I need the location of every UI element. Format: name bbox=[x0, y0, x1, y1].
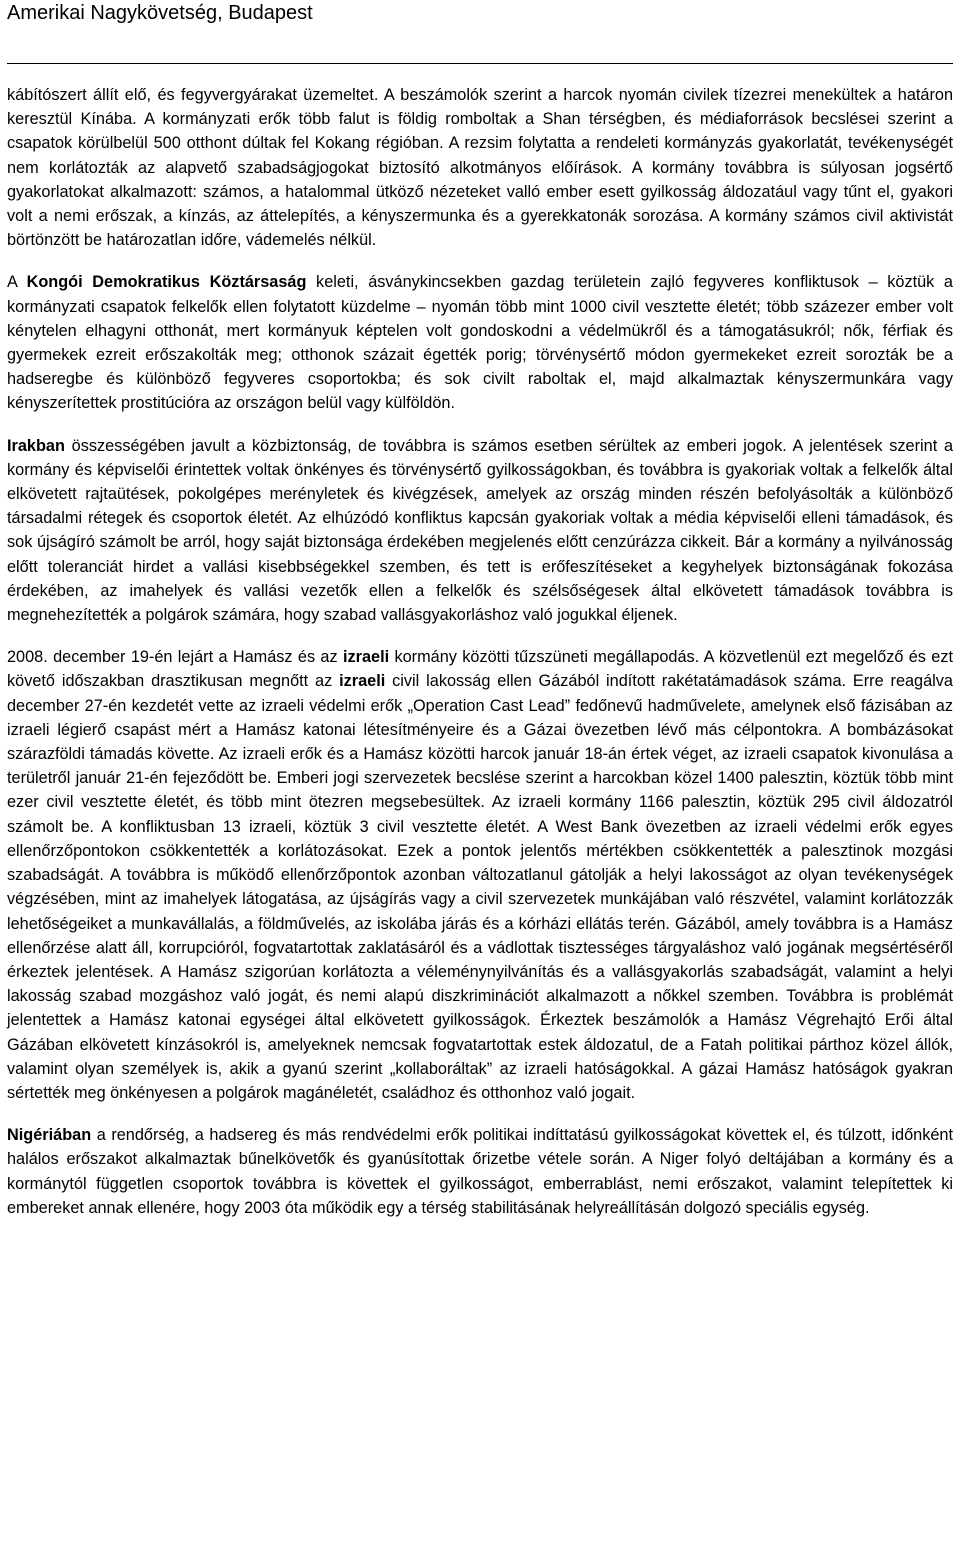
paragraph-congo bbox=[7, 270, 953, 415]
text-run: kábítószert állít elő, és fegyvergyárakat üzemeltet. A beszámolók szerint a harcok nyomán civilek tízezrei menekültek a határon keresztül Kínába. A kormányzati erők több falut is földig romboltak a Shan térségben, és médiaforrások becslései szerint a csapatok körülbelül 500 otthont dúltak fel Kokang régióban. A rezsim folytatta a rendeleti kormányzás gyakorlatát, tevékenységét nem korlátozták az alapvető szabadságjogokat biztosító alkotmányos előírások. A kormány továbbra is súlyosan jogsértő gyakorlatokat alkalmazott: számos, a hatalommal ütköző nézeteket valló ember esett gyilkosság áldozatául vagy tűnt el, gyakori volt a nemi erőszak, a kínzás, az áttelepítés, a kényszermunka és a gyerekkatonák sorozása. A kormány számos civil aktivistát börtönzött be határozatlan időre, vádemelés nélkül. bbox=[7, 86, 953, 250]
text-run: A bbox=[7, 273, 27, 292]
page-header-title: Amerikai Nagykövetség, Budapest bbox=[7, 2, 313, 24]
bold-country-name: Nigériában bbox=[7, 1126, 92, 1145]
page-header bbox=[7, 0, 960, 38]
paragraph-iraq bbox=[7, 434, 953, 628]
text-run: kormány közötti tűzszüneti megállapodás. A közvetlenül ezt megelőző és ezt követő időszakban drasztikusan megnőtt az bbox=[7, 648, 953, 691]
text-run: a rendőrség, a hadsereg és más rendvédelmi erők politikai indíttatású gyilkosságokat követtek el, és túlzott, időnként halálos erőszakot alkalmaztak bűnelkövetők és gyanúsítottak őrizetbe vétele során. A Niger folyó deltájában a kormány és a kormánytól független csoportok továbbra is követtek el gyilkosságot, emberrablást, nemi erőszakot, valamint telepítettek ki embereket annak ellenére, hogy 2003 óta működik egy a térség stabilitásának helyreállításán dolgozó speciális egység. bbox=[7, 1126, 953, 1217]
bold-country-name: Kongói Demokratikus Köztársaság bbox=[26, 273, 307, 292]
bold-country-name: izraeli bbox=[339, 672, 386, 691]
bold-country-name: Irakban bbox=[7, 436, 65, 455]
text-run: összességében javult a közbiztonság, de továbbra is számos esetben sérültek az emberi jogok. A jelentések szerint a kormány és képviselői érintettek voltak önkényes és törvénysértő gyilkosságokban, és továbbra is gyakoriak voltak a felkelők által elkövetett rajtaütések, pokolgépes merényletek és kivégzések, amelyek az ország minden részén befolyásolták a különböző társadalmi rétegek és csoportok életét. Az elhúzódó konfliktus kapcsán gyakoriak voltak a média képviselői elleni támadások, és sok újságíró számolt be arról, hogy saját biztonsága érdekében megjelenés előtt cenzúrázza cikkeit. Bár a kormány a nyilvánosság előtt toleranciát hirdet a vallási kisebbségekkel szemben, és tett is erőfeszítéseket a kegyhelyek biztonságának fokozása érdekében, az imahelyek és vallási vezetők ellen a felkelők és szélsőségesek által elkövetett támadások továbbra is megnehezítették a polgárok számára, hogy szabad vallásgyakorláshoz való jogukkal éljenek. bbox=[7, 436, 953, 625]
text-run: keleti, ásványkincsekben gazdag területein zajló fegyveres konfliktusok – köztük a kormányzati csapatok felkelők ellen folytatott küzdelme – nyomán több mint 1000 civil vesztette életét; több százezer ember volt kénytelen elhagyni otthonát, mert kormányuk képtelen volt gondoskodni a védelmükről és a támogatásukról; nők, férfiak és gyermekek ezreit erőszakolták meg; otthonok százait égették porig; törvénysértő módon gyermekeket ezreit sorozták be a hadseregbe és különböző fegyveres csoportokba; és sok civilt raboltak el, majd alkalmaztak kényszermunkára vagy kényszerítettek prostitúcióra az országon belül vagy külföldön. bbox=[7, 273, 953, 413]
header-divider bbox=[7, 63, 953, 64]
paragraph-israel bbox=[7, 645, 953, 1105]
bold-country-name: izraeli bbox=[342, 648, 390, 667]
text-run: 2008. december 19-én lejárt a Hamász és az bbox=[7, 648, 343, 667]
document-body bbox=[7, 83, 953, 1238]
text-run: civil lakosság ellen Gázából indított rakétatámadások száma. Erre reagálva december 27-én kezdetét vette az izraeli védelmi erők „Operation Cast Lead” fedőnevű hadművelete, amelynek első fázisában az izraeli légierő csapást mért a Hamász katonai létesítményeire és a Gázai övezetben lévő más célpontokra. A bombázásokat szárazföldi támadás követte. Az izraeli erők és a Hamász közötti harcok január 18-án értek véget, az izraeli csapatok kivonulása a területről január 21-én fejeződött be. Emberi jogi szervezetek becslése szerint a harcokban közel 1400 palesztin, köztük több mint ezer civil vesztette életét, és több mint ötezren megsebesültek. Az izraeli kormány 1166 palesztin, köztük 295 civil áldozatról számolt be. A konfliktusban 13 izraeli, köztük 3 civil vesztette életét. A West Bank övezetben az izraeli védelmi erők egyes ellenőrzőpontokon csökkentették a korlátozásokat. Ezek a pontok jelentős mértékben csökkentették a palesztinok mozgási szabadságát. A továbbra is működő ellenőrzőpontok azonban változatlanul gátolják a helyi lakosságot az olyan tevékenységek végzésében, mint az imahelyek látogatása, az újságírás vagy a civil szervezetek munkájában való részvétel, valamint korlátozzák lehetőségeiket a munkavállalás, a földművelés, az iskolába járás és a kórházi ellátás terén. Gázából, amely továbbra is a Hamász ellenőrzése alatt áll, korrupcióról, fogvatartottak zaklatásáról és a vádlottak tisztességes tárgyaláshoz való jogának megsértéséről érkeztek jelentések. A Hamász szigorúan korlátozta a véleménynyilvánítás és a vallásgyakorlás szabadságát, valamint a helyi lakosság szabad mozgáshoz való jogát, és nemi alapú diszkriminációt alkalmazott a nőkkel szemben. Továbbra is problémát jelentettek a Hamász katonai egységei által elkövetett gyilkosságok. Érkeztek beszámolók a Hamász Végrehajtó Erői által Gázában elkövetett kínzásokról is, amelyeknek nemcsak fogvatartottak estek áldozatul, de a Fatah politikai párthoz közel állók, valamint olyan személyek is, akik a gyanú szerint „kollaboráltak” az izraeli hatóságokkal. A gázai Hamász hatóságok gyakran sértették meg önkényesen a polgárok magánéletét, családhoz és otthonhoz való jogait. bbox=[7, 672, 953, 1102]
paragraph-nigeria bbox=[7, 1123, 953, 1220]
paragraph-myanmar bbox=[7, 83, 953, 252]
